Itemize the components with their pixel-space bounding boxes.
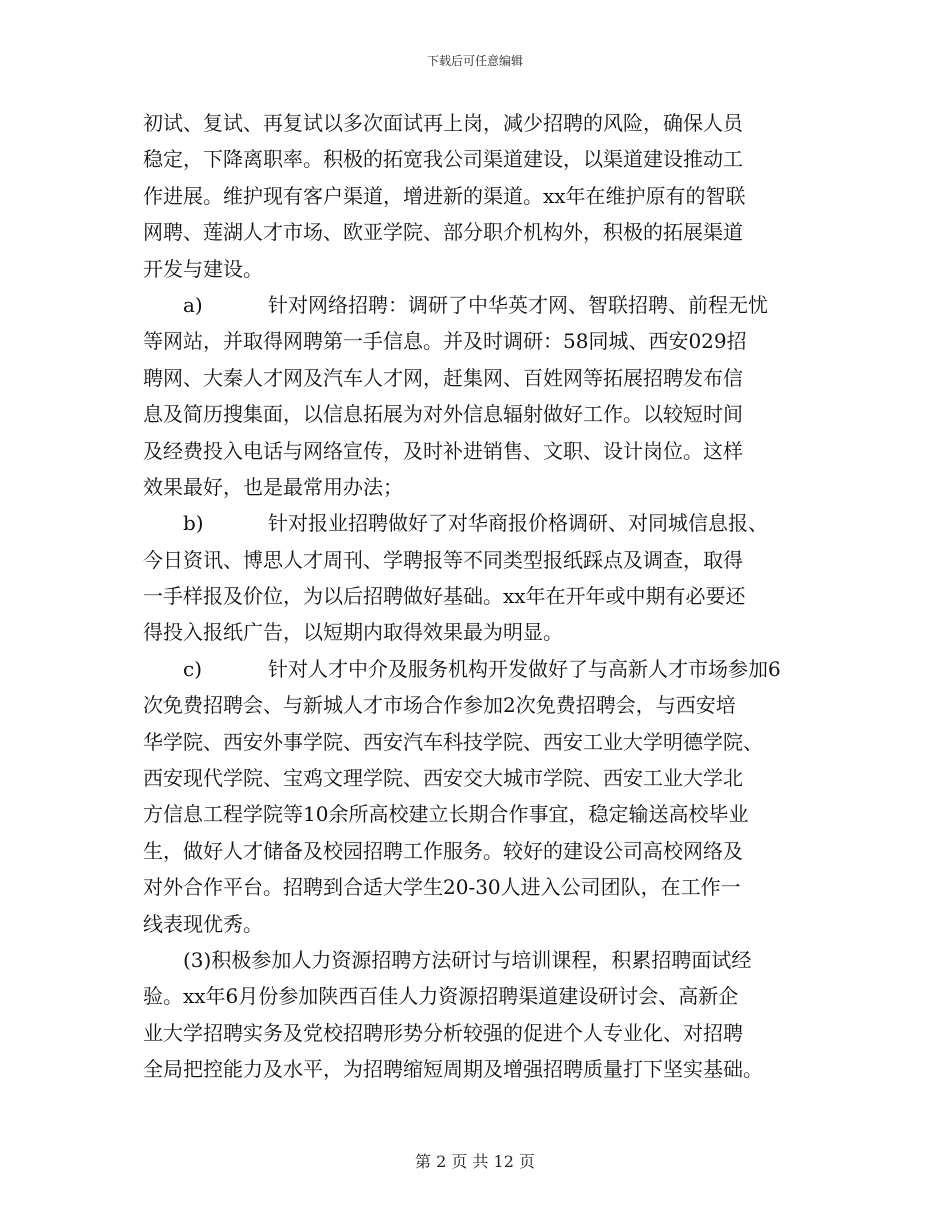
line-text: 息及简历搜集面，以信息拓展为对外信息辐射做好工作。以较短时间: [143, 402, 743, 427]
line-text: 今日资讯、博思人才周刊、学聘报等不同类型报纸踩点及调查，取得: [143, 547, 743, 572]
text-line: [143, 687, 813, 723]
text-line: [143, 942, 813, 978]
line-text: 线表现优秀。: [143, 911, 263, 936]
text-line: [143, 796, 813, 832]
line-text: 初试、复试、再复试以多次面试再上岗，减少招聘的风险，确保人员: [143, 111, 743, 135]
line-text: 网聘、莲湖人才市场、欧亚学院、部分职介机构外，积极的拓展渠道: [143, 220, 743, 245]
text-line: [143, 906, 813, 942]
text-line: [143, 1051, 813, 1087]
text-line: [143, 1015, 813, 1051]
line-text: 聘网、大秦人才网及汽车人才网，赶集网、百姓网等拓展招聘发布信: [143, 365, 743, 390]
text-line: [143, 833, 813, 869]
line-text: 针对报业招聘做好了对华商报价格调研、对同城信息报、: [268, 511, 768, 536]
text-line: [143, 105, 813, 141]
list-marker: b): [183, 511, 204, 536]
line-text: 作进展。维护现有客户渠道，增进新的渠道。xx年在维护原有的智联: [143, 183, 746, 208]
page-footer: 第 2 页 共 12 页: [415, 1152, 535, 1171]
line-text: 开发与建设。: [143, 256, 263, 281]
line-text: 得投入报纸广告，以短期内取得效果最为明显。: [143, 620, 563, 645]
text-line: [143, 287, 813, 323]
line-text: 针对人才中介及服务机构开发做好了与高新人才市场参加6: [268, 656, 781, 681]
text-line: [143, 651, 813, 687]
line-text: 次免费招聘会、与新城人才市场合作参加2次免费招聘会，与西安培: [143, 693, 736, 718]
text-line: [143, 141, 813, 177]
text-line: [143, 542, 813, 578]
line-text: 稳定，下降离职率。积极的拓宽我公司渠道建设，以渠道建设推动工: [143, 147, 743, 172]
line-text: (3)积极参加人力资源招聘方法研讨与培训课程，积累招聘面试经: [183, 947, 752, 972]
text-line: [143, 978, 813, 1014]
list-marker: c): [183, 656, 203, 681]
line-text: 针对网络招聘：调研了中华英才网、智联招聘、前程无忧: [268, 292, 768, 317]
line-text: 验。xx年6月份参加陕西百佳人力资源招聘渠道建设研讨会、高新企: [143, 984, 739, 1009]
text-line: [143, 178, 813, 214]
text-line: [143, 505, 813, 541]
line-text: 等网站，并取得网聘第一手信息。并及时调研：58同城、西安029招: [143, 329, 747, 354]
text-line: [143, 578, 813, 614]
line-text: 方信息工程学院等10余所高校建立长期合作事宜，稳定输送高校毕业: [143, 802, 749, 827]
line-text: 生，做好人才储备及校园招聘工作服务。较好的建设公司高校网络及: [143, 838, 743, 863]
text-line: [143, 760, 813, 796]
text-line: [143, 433, 813, 469]
line-text: 及经费投入电话与网络宣传，及时补进销售、文职、设计岗位。这样: [143, 438, 743, 463]
text-line: [143, 614, 813, 650]
text-line: [143, 214, 813, 250]
line-text: 对外合作平台。招聘到合适大学生20-30人进入公司团队，在工作一: [143, 875, 741, 900]
text-line: [143, 469, 813, 505]
document-body: [143, 105, 813, 1088]
line-text: 效果最好，也是最常用办法；: [143, 474, 403, 499]
page-header: 下载后可任意编辑: [426, 54, 523, 68]
text-line: [143, 360, 813, 396]
text-line: [143, 724, 813, 760]
text-line: [143, 251, 813, 287]
line-text: 全局把控能力及水平，为招聘缩短周期及增强招聘质量打下坚实基础。: [143, 1057, 763, 1082]
line-text: 西安现代学院、宝鸡文理学院、西安交大城市学院、西安工业大学北: [143, 766, 743, 791]
text-line: [143, 396, 813, 432]
line-text: 一手样报及价位，为以后招聘做好基础。xx年在开年或中期有必要还: [143, 584, 746, 609]
line-text: 业大学招聘实务及党校招聘形势分析较强的促进个人专业化、对招聘: [143, 1020, 743, 1045]
list-marker: a): [183, 292, 203, 317]
text-line: [143, 869, 813, 905]
text-line: [143, 323, 813, 359]
line-text: 华学院、西安外事学院、西安汽车科技学院、西安工业大学明德学院、: [143, 729, 763, 754]
